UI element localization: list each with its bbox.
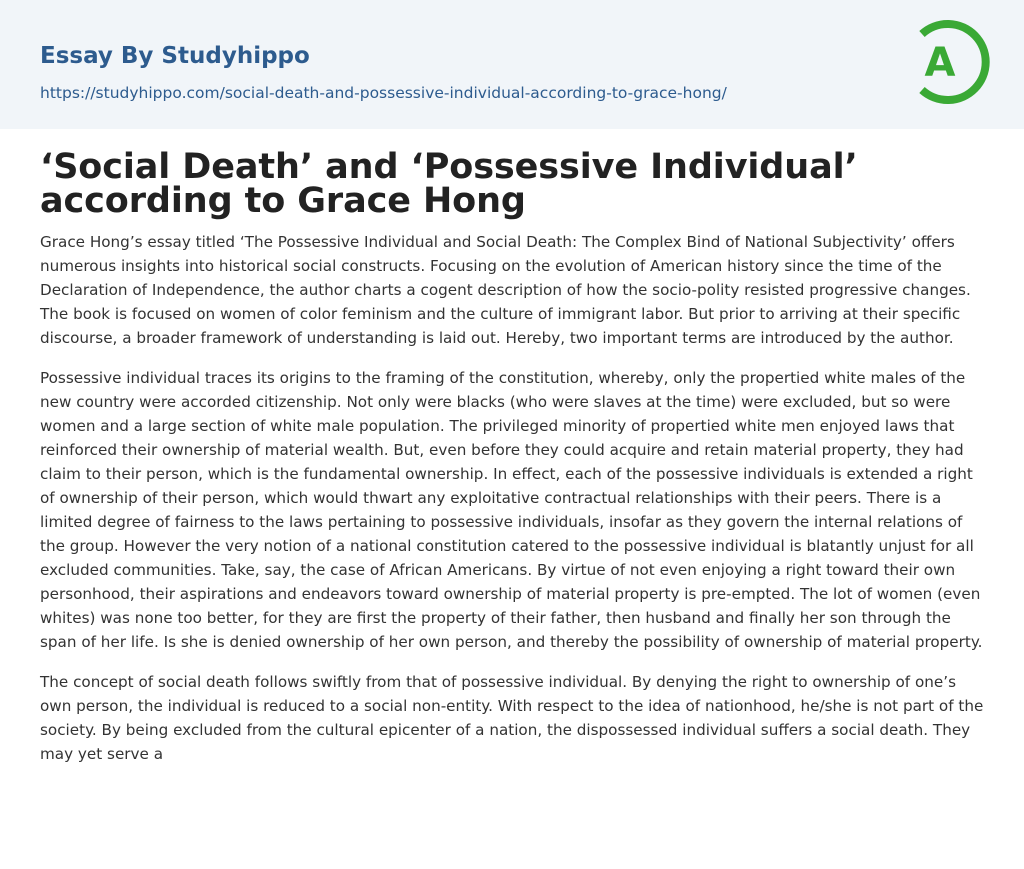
page-title: ‘Social Death’ and ‘Possessive Individual’ according to Grace Hong [40, 147, 858, 221]
essay-url-link[interactable]: https://studyhippo.com/social-death-and-possessive-individual-according-to-grace-hong/ [40, 84, 727, 102]
article-paragraph: The concept of social death follows swiftly from that of possessive individual. By denying the right to ownership of one’s own person, the individual is reduced to a social non-entity. With respect to the idea of nationhood, he/she is not part of the society. By being excluded from the cultural epicenter of a nation, the dispossessed individual suffers a social death. They may yet serve a [40, 673, 984, 763]
studyhippo-logo-icon[interactable] [908, 16, 992, 108]
site-header [0, 0, 1024, 129]
article-paragraph: Grace Hong’s essay titled ‘The Possessive Individual and Social Death: The Complex Bind of National Subjectivity’ offers numerous insights into historical social constructs. Focusing on the evolution of American history since the time of the Declaration of Independence, the author charts a cogent description of how the socio-polity resisted progressive changes. The book is focused on women of color feminism and the culture of immigrant labor. But prior to arriving at their specific discourse, a broader framework of understanding is laid out. Hereby, two important terms are introduced by the author. [40, 233, 971, 347]
logo-letter: A [924, 40, 956, 86]
article [0, 147, 1024, 766]
site-brand[interactable]: Essay By Studyhippo [40, 43, 310, 69]
article-paragraph: Possessive individual traces its origins to the framing of the constitution, whereby, only the propertied white males of the new country were accorded citizenship. Not only were blacks (who were slaves at the time) were excluded, but so were women and a large section of white male population. The privileged minority of propertied white men enjoyed laws that reinforced their ownership of material wealth. But, even before they could acquire and retain material property, they had claim to their person, which is the fundamental ownership. In effect, each of the possessive individuals is extended a right of ownership of their person, which would thwart any exploitative contractual relationships with their peers. There is a limited degree of fairness to the laws pertaining to possessive individuals, insofar as they govern the internal relations of the group. However the very notion of a national constitution catered to the possessive individual is blatantly unjust for all excluded communities. Take, say, the case of African Americans. By virtue of not even enjoying a right toward their own personhood, their aspirations and endeavors toward ownership of material property is pre-empted. The lot of women (even whites) was none too better, for they are first the property of their father, then husband and finally her son through the span of her life. Is she is denied ownership of her own person, and thereby the possibility of ownership of material property. [40, 369, 983, 651]
